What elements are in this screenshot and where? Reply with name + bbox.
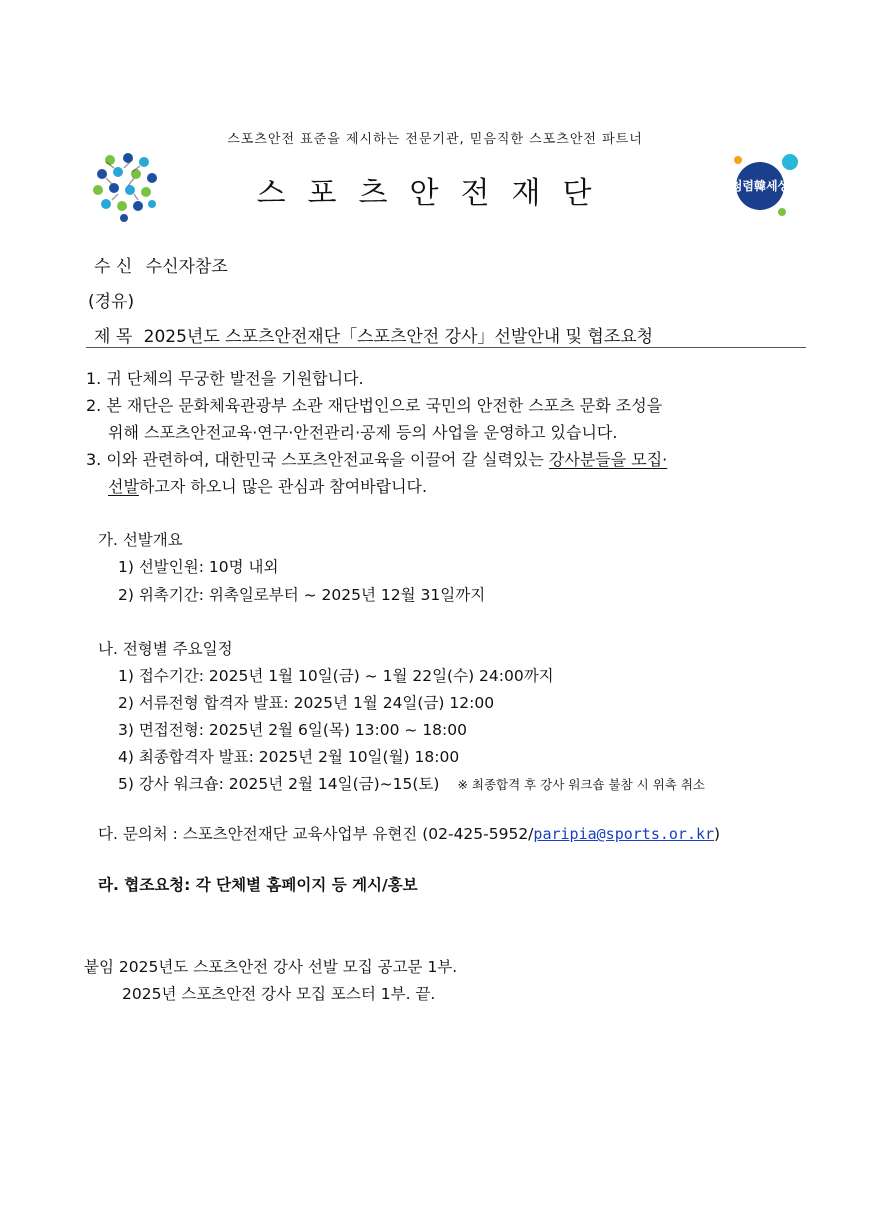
contact-email-link[interactable]: paripia@sports.or.kr	[533, 825, 715, 843]
recipient-row	[94, 252, 228, 277]
integrity-logo-text: 청렴韓세상	[730, 179, 790, 193]
attachment-line-2: 2025년 스포츠안전 강사 모집 포스터 1부. 끝.	[122, 985, 436, 1003]
body-item-3-underlined-2: 선발	[108, 477, 139, 496]
schedule-item: 5) 강사 워크숍: 2025년 2월 14일(금)~15(토)	[118, 775, 440, 793]
section-na-title: 나. 전형별 주요일정	[98, 640, 233, 658]
contact-text: 다. 문의처 : 스포츠안전재단 교육사업부 유현진 (02-425-5952/	[98, 825, 534, 843]
schedule-item-5-row	[118, 772, 705, 794]
section-da-contact	[98, 822, 720, 844]
recipient-label: 수 신	[94, 257, 133, 277]
via-label: (경유)	[88, 292, 135, 312]
body-item-3-line-1	[86, 447, 667, 470]
subject-row	[94, 322, 653, 347]
body-item-3-underlined: 강사분들을 모집·	[548, 450, 668, 469]
organization-name: 스포츠안전재단	[256, 176, 614, 211]
body-item-2-line-1: 2. 본 재단은 문화체육관광부 소관 재단법인으로 국민의 안전한 스포츠 문화 조성을	[86, 396, 663, 415]
schedule-item: 2) 서류전형 합격자 발표: 2025년 1월 24일(금) 12:00	[118, 694, 495, 712]
schedule-item: 1) 접수기간: 2025년 1월 10일(금) ~ 1월 22일(수) 24:00까지	[118, 667, 554, 685]
subject-divider	[86, 347, 806, 348]
body-item-3-line-2	[108, 474, 427, 497]
slogan: 스포츠안전 표준을 제시하는 전문기관, 믿음직한 스포츠안전 파트너	[227, 132, 643, 147]
body-item-3-text-2: 하고자 하오니 많은 관심과 참여바랍니다.	[138, 477, 428, 496]
section-ra-request: 라. 협조요청: 각 단체별 홈페이지 등 게시/홍보	[98, 876, 418, 894]
section-ga-item: 2) 위촉기간: 위촉일로부터 ~ 2025년 12월 31일까지	[118, 586, 486, 604]
workshop-note: ※ 최종합격 후 강사 워크숍 불참 시 위촉 취소	[457, 777, 705, 792]
body-item-2-line-2: 위해 스포츠안전교육·연구·안전관리·공제 등의 사업을 운영하고 있습니다.	[108, 423, 618, 442]
body-item-1: 1. 귀 단체의 무궁한 발전을 기원합니다.	[86, 369, 364, 388]
schedule-item: 3) 면접전형: 2025년 2월 6일(목) 13:00 ~ 18:00	[118, 721, 467, 739]
contact-suffix: )	[714, 825, 721, 843]
subject-label: 제 목	[94, 327, 133, 347]
schedule-item: 4) 최종합격자 발표: 2025년 2월 10일(월) 18:00	[118, 748, 460, 766]
subject-value: 2025년도 스포츠안전재단「스포츠안전 강사」선발안내 및 협조요청	[143, 327, 654, 347]
section-ga-item: 1) 선발인원: 10명 내외	[118, 558, 279, 576]
integrity-logo-icon	[730, 152, 802, 220]
recipient-value: 수신자참조	[145, 257, 228, 277]
body-item-3-text: 3. 이와 관련하여, 대한민국 스포츠안전교육을 이끌어 갈 실력있는	[86, 450, 549, 469]
attachment-line-1: 붙임 2025년도 스포츠안전 강사 선발 모집 공고문 1부.	[84, 958, 458, 976]
section-ga-title: 가. 선발개요	[98, 531, 183, 549]
